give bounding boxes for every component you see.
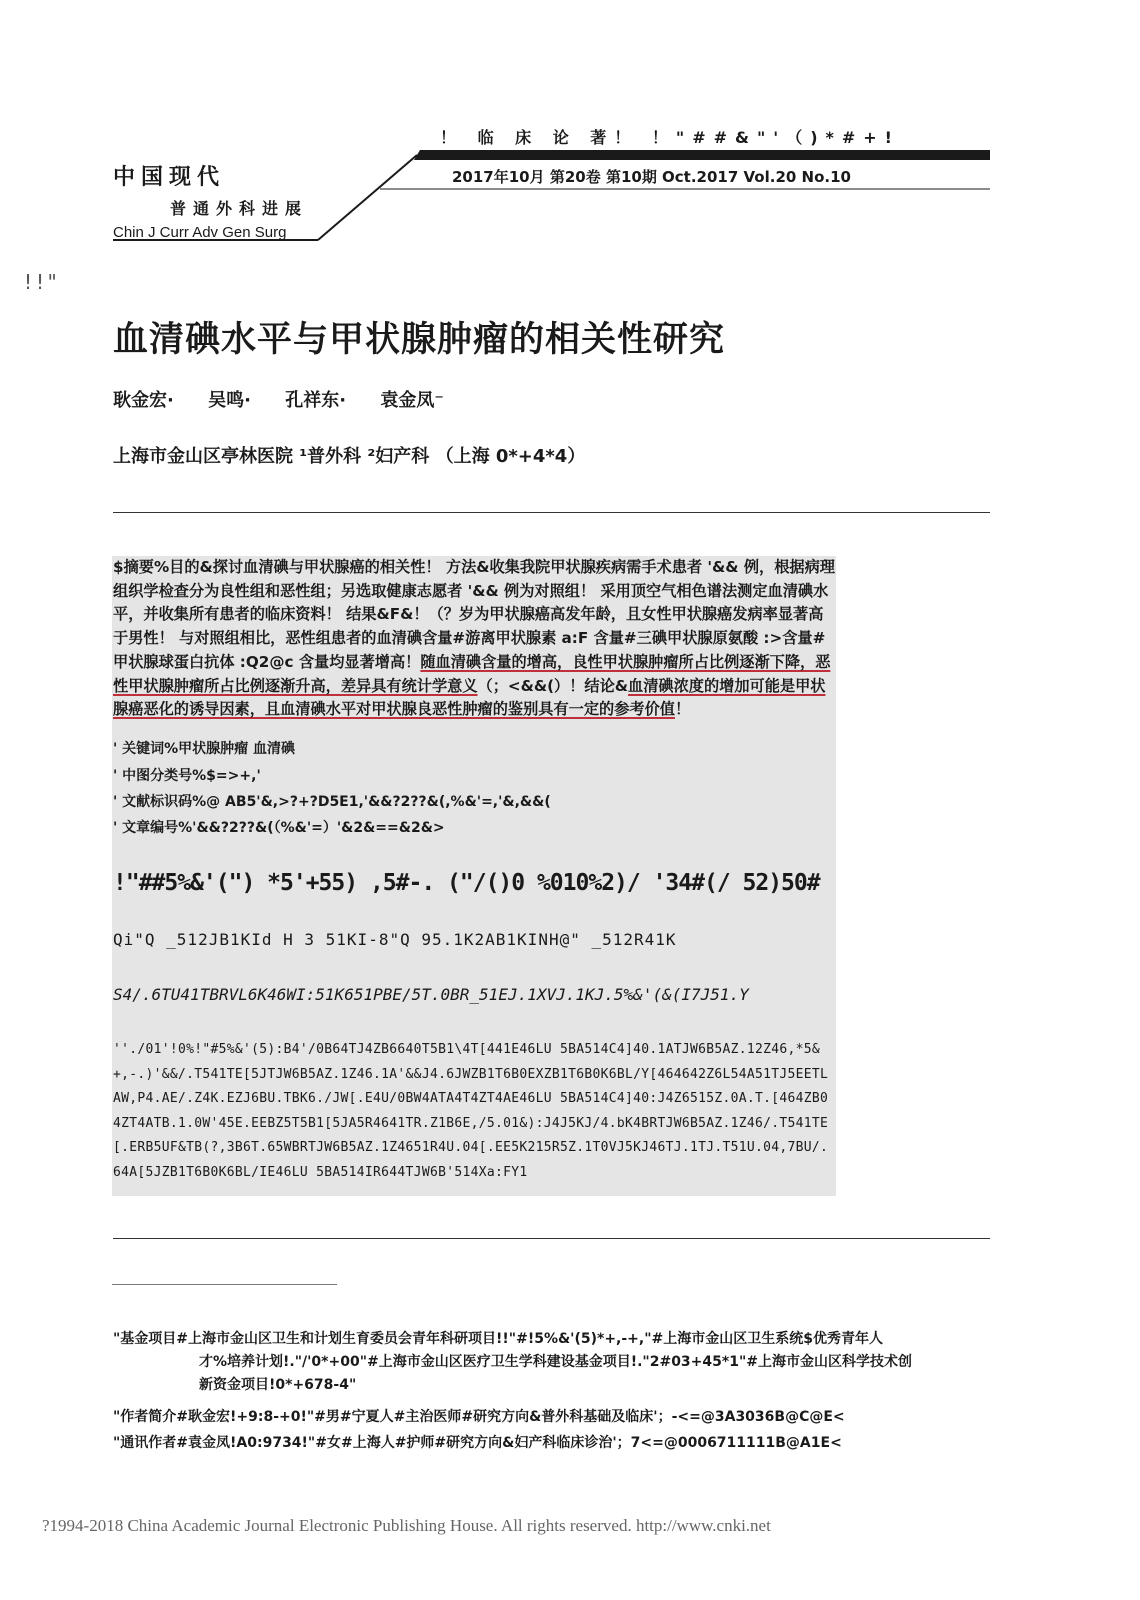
clc-number: ' 中图分类号%$=>+,' bbox=[113, 768, 261, 784]
keywords: ' 关键词%甲状腺肿瘤 血清碘 bbox=[113, 741, 296, 757]
fund-line: 才%培养计划!."/'0*+00"#上海市金山区医疗卫生学科建设基金项目!."2#03+45*1"#上海市金山区科学技术创 bbox=[199, 1354, 912, 1370]
column-label: ！ 临 床 论 著！ ！"##&"'（)*#+! bbox=[440, 128, 900, 147]
english-authors: Qi"Q _512JB1KId H 3 51KI-8"Q 95.1K2AB1KINH@" _512R41K bbox=[113, 930, 677, 949]
journal-name-cn-line2: 普通外科进展 bbox=[170, 199, 309, 218]
abstract-cn bbox=[113, 556, 835, 722]
highlighted-text: 血清碘浓度的增加可能是甲状腺癌恶化的诱导因素，且血清碘水平对甲状腺良恶性肿瘤的鉴别具有一定的参考价值 bbox=[113, 676, 826, 719]
author: 袁金凤⁻ bbox=[380, 390, 444, 411]
document-code: ' 文献标识码%@ AB5'&,>?+?D5E1,'&&?2??&(,%&'=,'&,&&( bbox=[113, 794, 551, 810]
footnote-rule bbox=[112, 1284, 337, 1285]
author: 耿金宏· bbox=[113, 390, 174, 411]
fund-line: 新资金项目!0*+678-4" bbox=[199, 1377, 357, 1393]
footnote-author-intro: "作者简介#耿金宏!+9:8-+0!"#男#宁夏人#主治医师#研究方向&普外科基础及临床'；-<=@3A3036B@C@E< bbox=[113, 1409, 845, 1425]
author: 孔祥东· bbox=[285, 390, 347, 411]
affiliation: 上海市金山区亭林医院 ¹普外科 ²妇产科 （上海 0*+4*4） bbox=[113, 446, 586, 467]
article-number: ' 文章编号%'&&?2??&(（%&'=）'&2&==&2&> bbox=[113, 820, 445, 836]
issue-info: 2017年10月 第20卷 第10期 Oct.2017 Vol.20 No.10 bbox=[452, 168, 851, 186]
author-list bbox=[113, 386, 472, 412]
abstract-text: （；<&&(）！结论& bbox=[477, 676, 629, 695]
highlighted-text: 随血清碘含量的增高，良性甲状腺肿瘤所占比例逐渐下降，恶性甲状腺肿瘤所占比例逐渐升高，差异具有统计学意义 bbox=[113, 652, 831, 695]
article-title: 血清碘水平与甲状腺肿瘤的相关性研究 bbox=[113, 320, 726, 360]
side-mark: !!" bbox=[22, 270, 59, 294]
fund-line: "基金项目#上海市金山区卫生和计划生育委员会青年科研项目!!"#!5%&'(5)*+,-+,"#上海市金山区卫生系统$优秀青年人 bbox=[113, 1331, 883, 1347]
abstract-text: $摘要%目的&探讨血清碘与甲状腺癌的相关性！ 方法&收集我院甲状腺疾病需手术患者 '&& 例，根据病理组织学检查分为良性组和恶性组；另选取健康志愿者 '&& 例为对照组！ 采用顶空气相色谱法测定血清碘水平，并收集所有患者的临床资料！ 结果&F&！（？岁为甲状腺癌高发年龄，且女性甲状腺癌发病率显著高于男性！ 与对照组相比，恶性组患者的血清碘含量#游离甲状腺素 a:F 含量#三碘甲状腺原氨酸 :>含量#甲状腺球蛋白抗体 :Q2@c 含量均显著增高！ bbox=[113, 558, 835, 671]
header-slant-line bbox=[318, 155, 417, 240]
journal-name-en: Chin J Curr Adv Gen Surg bbox=[113, 224, 287, 241]
header-rules bbox=[0, 0, 1140, 260]
abstract-text: ！ bbox=[674, 700, 691, 719]
english-affiliation: S4/.6TU41TBRVL6K46WI:51K651PBE/5T.0BR_51EJ.1XVJ.1KJ.5%&'(&(I7J51.Y bbox=[113, 985, 749, 1004]
footnote-fund bbox=[113, 1328, 993, 1397]
author: 吴鸣· bbox=[208, 390, 251, 411]
journal-name-cn-line1: 中国现代 bbox=[113, 165, 226, 190]
english-title: !"##5%&'(") *5'+55) ,5#-. ("/()0 %010%2)/ '34#(/ 52)50# bbox=[113, 870, 820, 896]
header-thick-rule bbox=[414, 150, 990, 160]
divider-top bbox=[113, 512, 990, 513]
footnote-correspondence: "通讯作者#袁金凤!A0:9734!"#女#上海人#护师#研究方向&妇产科临床诊治'；7<=@0006711111B@A1E< bbox=[113, 1435, 842, 1451]
divider-bottom bbox=[113, 1238, 990, 1239]
english-abstract: ''./01'!0%!"#5%&'(5):B4'/0B64TJ4ZB6640T5B1\4T[441E46LU 5BA514C4]40.1ATJW6B5AZ.12Z46,*5&+,-.)'&&/.T541TE[5JTJW6B5AZ.1Z46.1A'&&J4.6JWZB1T6B0EXZB1T6B0K6BL/Y[464642Z6L54A51TJ5EETLAW,P4.AE/.Z4K.EZJ6BU.TBK6./JW[.E4U/0BW4ATA4T4ZT4AE46LU 5BA514C4]40:J4Z6515Z.0A.T.[464ZB04ZT4ATB.1.0W'45E.EEBZ5T5B1[5JA5R4641TR.Z1B6E,/5.01&):J4J5KJ/4.bK4BRTJW6B5AZ.1Z46/.T541TE[.ERB5UF&TB(?,3B6T.65WBRTJW6B5AZ.1Z4651R4U.04[.EE5K215R5Z.1T0VJ5KJ46TJ.1TJ.T51U.04,7BU/.64A[5JZB1T6B0K6BL/IE46LU 5BA514IR644TJW6B'514Xa:FY1 bbox=[113, 1042, 829, 1180]
copyright-footer: ?1994-2018 China Academic Journal Electronic Publishing House. All rights reserved. http://www.cnki.net bbox=[42, 1516, 771, 1535]
